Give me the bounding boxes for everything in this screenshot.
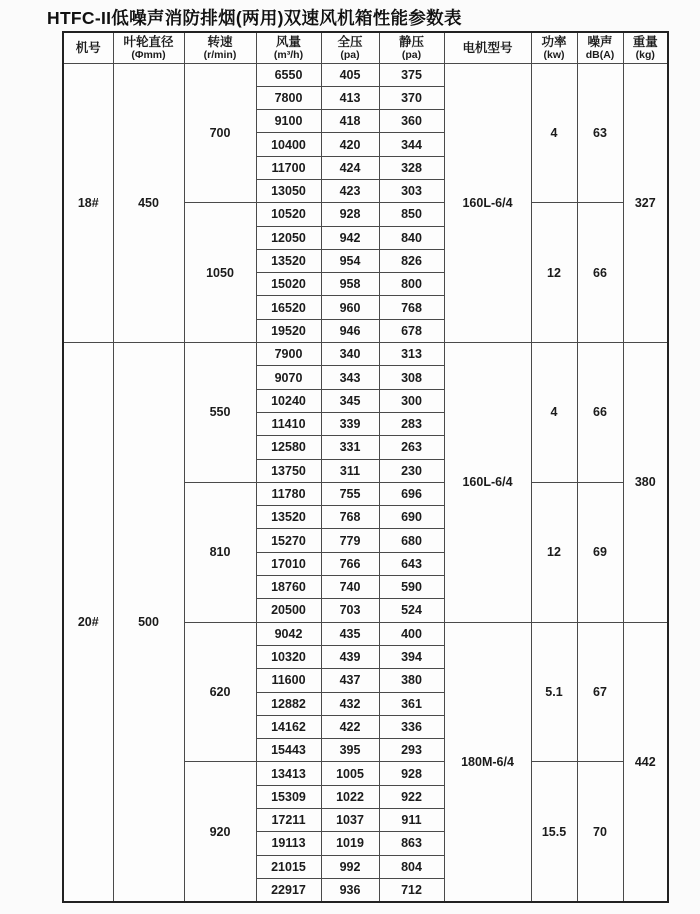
cell-static-pressure: 400 — [379, 622, 444, 645]
cell-total-pressure: 942 — [321, 226, 379, 249]
cell-total-pressure: 703 — [321, 599, 379, 622]
cell-total-pressure: 405 — [321, 63, 379, 86]
cell-static-pressure: 303 — [379, 179, 444, 202]
cell-static-pressure: 336 — [379, 715, 444, 738]
col-header-speed — [184, 32, 256, 63]
cell-static-pressure: 922 — [379, 785, 444, 808]
cell-power: 4 — [531, 343, 577, 483]
cell-airflow: 10320 — [256, 645, 321, 668]
cell-airflow: 9042 — [256, 622, 321, 645]
cell-noise: 66 — [577, 343, 623, 483]
cell-motor-model: 160L-6/4 — [444, 63, 531, 343]
cell-static-pressure: 696 — [379, 482, 444, 505]
cell-power: 5.1 — [531, 622, 577, 762]
cell-airflow: 16520 — [256, 296, 321, 319]
cell-total-pressure: 928 — [321, 203, 379, 226]
cell-total-pressure: 345 — [321, 389, 379, 412]
cell-airflow: 11700 — [256, 156, 321, 179]
cell-airflow: 13750 — [256, 459, 321, 482]
cell-airflow: 13050 — [256, 179, 321, 202]
col-header-unit: (pa) — [401, 48, 422, 61]
cell-total-pressure: 331 — [321, 436, 379, 459]
cell-static-pressure: 263 — [379, 436, 444, 459]
cell-weight: 380 — [623, 343, 668, 623]
cell-static-pressure: 826 — [379, 249, 444, 272]
cell-static-pressure: 360 — [379, 110, 444, 133]
col-header-label: 机号 — [75, 40, 101, 55]
cell-static-pressure: 380 — [379, 669, 444, 692]
cell-total-pressure: 779 — [321, 529, 379, 552]
cell-total-pressure: 420 — [321, 133, 379, 156]
cell-total-pressure: 1019 — [321, 832, 379, 855]
cell-static-pressure: 361 — [379, 692, 444, 715]
cell-speed: 1050 — [184, 203, 256, 343]
cell-speed: 920 — [184, 762, 256, 902]
cell-total-pressure: 395 — [321, 739, 379, 762]
cell-airflow: 13520 — [256, 249, 321, 272]
cell-airflow: 17211 — [256, 809, 321, 832]
cell-total-pressure: 755 — [321, 482, 379, 505]
cell-total-pressure: 1037 — [321, 809, 379, 832]
cell-airflow: 17010 — [256, 552, 321, 575]
cell-airflow: 10520 — [256, 203, 321, 226]
cell-total-pressure: 766 — [321, 552, 379, 575]
cell-speed: 550 — [184, 343, 256, 483]
table-body — [63, 63, 668, 902]
cell-impeller-diameter: 450 — [113, 63, 184, 343]
col-header-unit: (m³/h) — [273, 48, 304, 61]
cell-airflow: 15020 — [256, 273, 321, 296]
cell-static-pressure: 643 — [379, 552, 444, 575]
cell-static-pressure: 768 — [379, 296, 444, 319]
cell-airflow: 9070 — [256, 366, 321, 389]
cell-power: 12 — [531, 482, 577, 622]
col-header-motor-model — [444, 32, 531, 63]
cell-airflow: 9100 — [256, 110, 321, 133]
cell-static-pressure: 850 — [379, 203, 444, 226]
cell-total-pressure: 954 — [321, 249, 379, 272]
col-header-unit: dB(A) — [585, 48, 615, 61]
cell-airflow: 7900 — [256, 343, 321, 366]
col-header-impeller-diameter — [113, 32, 184, 63]
cell-airflow: 6550 — [256, 63, 321, 86]
cell-static-pressure: 313 — [379, 343, 444, 366]
cell-total-pressure: 423 — [321, 179, 379, 202]
col-header-label: 转速 — [207, 34, 233, 49]
cell-total-pressure: 740 — [321, 576, 379, 599]
cell-total-pressure: 339 — [321, 412, 379, 435]
header-row — [63, 32, 668, 63]
cell-total-pressure: 340 — [321, 343, 379, 366]
cell-power: 4 — [531, 63, 577, 203]
col-header-static-pressure — [379, 32, 444, 63]
cell-noise: 66 — [577, 203, 623, 343]
cell-airflow: 7800 — [256, 86, 321, 109]
cell-total-pressure: 992 — [321, 855, 379, 878]
cell-static-pressure: 804 — [379, 855, 444, 878]
cell-static-pressure: 230 — [379, 459, 444, 482]
cell-airflow: 12050 — [256, 226, 321, 249]
cell-static-pressure: 800 — [379, 273, 444, 296]
cell-airflow: 21015 — [256, 855, 321, 878]
col-header-power — [531, 32, 577, 63]
cell-total-pressure: 1022 — [321, 785, 379, 808]
cell-airflow: 10240 — [256, 389, 321, 412]
cell-motor-model: 180M-6/4 — [444, 622, 531, 902]
cell-noise: 69 — [577, 482, 623, 622]
cell-static-pressure: 375 — [379, 63, 444, 86]
cell-airflow: 12882 — [256, 692, 321, 715]
cell-speed: 620 — [184, 622, 256, 762]
col-header-label: 叶轮直径 — [123, 34, 174, 49]
cell-motor-model: 160L-6/4 — [444, 343, 531, 623]
cell-total-pressure: 437 — [321, 669, 379, 692]
cell-total-pressure: 960 — [321, 296, 379, 319]
cell-airflow: 13520 — [256, 506, 321, 529]
cell-static-pressure: 690 — [379, 506, 444, 529]
cell-static-pressure: 300 — [379, 389, 444, 412]
cell-airflow: 19113 — [256, 832, 321, 855]
col-header-unit: (kg) — [635, 48, 655, 61]
col-header-machine-no — [63, 32, 113, 63]
cell-static-pressure: 590 — [379, 576, 444, 599]
col-header-label: 全压 — [337, 34, 363, 49]
page-title: HTFC-II低噪声消防排烟(两用)双速风机箱性能参数表 — [47, 8, 462, 28]
cell-total-pressure: 1005 — [321, 762, 379, 785]
cell-total-pressure: 958 — [321, 273, 379, 296]
col-header-total-pressure — [321, 32, 379, 63]
cell-total-pressure: 422 — [321, 715, 379, 738]
cell-machine-no: 18# — [63, 63, 113, 343]
cell-static-pressure: 678 — [379, 319, 444, 342]
cell-noise: 70 — [577, 762, 623, 902]
cell-power: 15.5 — [531, 762, 577, 902]
cell-total-pressure: 946 — [321, 319, 379, 342]
table-header — [63, 32, 668, 63]
cell-total-pressure: 768 — [321, 506, 379, 529]
cell-static-pressure: 863 — [379, 832, 444, 855]
cell-static-pressure: 308 — [379, 366, 444, 389]
cell-airflow: 10400 — [256, 133, 321, 156]
cell-total-pressure: 311 — [321, 459, 379, 482]
cell-airflow: 19520 — [256, 319, 321, 342]
col-header-airflow — [256, 32, 321, 63]
table-row — [63, 343, 668, 366]
col-header-label: 静压 — [398, 34, 424, 49]
col-header-noise — [577, 32, 623, 63]
cell-static-pressure: 680 — [379, 529, 444, 552]
cell-airflow: 15309 — [256, 785, 321, 808]
cell-airflow: 12580 — [256, 436, 321, 459]
cell-airflow: 11600 — [256, 669, 321, 692]
col-header-weight — [623, 32, 668, 63]
col-header-unit: (kw) — [543, 48, 565, 61]
col-header-unit: (pa) — [340, 48, 360, 61]
cell-total-pressure: 343 — [321, 366, 379, 389]
cell-airflow: 18760 — [256, 576, 321, 599]
cell-total-pressure: 439 — [321, 645, 379, 668]
col-header-label: 功率 — [541, 34, 567, 49]
cell-static-pressure: 370 — [379, 86, 444, 109]
col-header-label: 噪声 — [587, 34, 613, 49]
col-header-label: 重量 — [632, 34, 658, 49]
cell-noise: 63 — [577, 63, 623, 203]
cell-total-pressure: 413 — [321, 86, 379, 109]
cell-weight: 442 — [623, 622, 668, 902]
cell-static-pressure: 840 — [379, 226, 444, 249]
cell-airflow: 15270 — [256, 529, 321, 552]
cell-total-pressure: 418 — [321, 110, 379, 133]
cell-airflow: 14162 — [256, 715, 321, 738]
cell-static-pressure: 328 — [379, 156, 444, 179]
cell-static-pressure: 524 — [379, 599, 444, 622]
cell-static-pressure: 911 — [379, 809, 444, 832]
col-header-unit: (r/min) — [203, 48, 237, 61]
cell-airflow: 13413 — [256, 762, 321, 785]
cell-static-pressure: 712 — [379, 878, 444, 901]
cell-static-pressure: 928 — [379, 762, 444, 785]
cell-static-pressure: 394 — [379, 645, 444, 668]
cell-total-pressure: 936 — [321, 878, 379, 901]
cell-total-pressure: 432 — [321, 692, 379, 715]
cell-weight: 327 — [623, 63, 668, 343]
cell-speed: 810 — [184, 482, 256, 622]
cell-static-pressure: 344 — [379, 133, 444, 156]
cell-total-pressure: 435 — [321, 622, 379, 645]
cell-impeller-diameter: 500 — [113, 343, 184, 902]
col-header-label: 风量 — [275, 34, 301, 49]
col-header-unit: (Φmm) — [131, 48, 166, 61]
cell-static-pressure: 283 — [379, 412, 444, 435]
cell-airflow: 22917 — [256, 878, 321, 901]
cell-total-pressure: 424 — [321, 156, 379, 179]
fan-spec-table — [62, 31, 669, 903]
cell-airflow: 15443 — [256, 739, 321, 762]
cell-power: 12 — [531, 203, 577, 343]
cell-speed: 700 — [184, 63, 256, 203]
cell-airflow: 11780 — [256, 482, 321, 505]
cell-static-pressure: 293 — [379, 739, 444, 762]
cell-airflow: 11410 — [256, 412, 321, 435]
table-row — [63, 63, 668, 86]
col-header-label: 电机型号 — [462, 40, 513, 55]
cell-noise: 67 — [577, 622, 623, 762]
cell-machine-no: 20# — [63, 343, 113, 902]
cell-airflow: 20500 — [256, 599, 321, 622]
